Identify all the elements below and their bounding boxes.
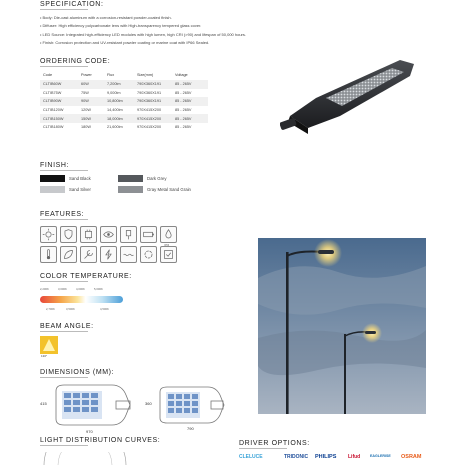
ct-tick: 4,000K	[76, 287, 85, 291]
cell: 14,400lm	[107, 108, 123, 113]
spec-line: • Diffuser: High efficiency polycarbonate lens with High-transparency tempered glass cover.	[40, 22, 340, 30]
cell: CLTIB150W	[40, 114, 78, 123]
wave-icon	[120, 246, 137, 263]
ct-tick: 4,500K	[100, 307, 109, 311]
driver-logo-tridonic: TRIDONIC	[284, 454, 309, 460]
lamp-icon	[120, 226, 137, 243]
leaf-icon	[60, 246, 77, 263]
driver-logo-eaglerise: EAGLERISE	[370, 454, 391, 458]
shield-icon	[60, 226, 77, 243]
cell: 790X360X191	[134, 80, 172, 89]
recycle-icon	[140, 246, 157, 263]
cell: 970X415X200	[137, 125, 162, 130]
cell: 75W	[81, 90, 89, 95]
cell: CLTIB60W	[40, 80, 78, 89]
cell: 85 - 265V	[172, 114, 208, 123]
cell: 970X415X200	[137, 108, 162, 113]
col-size: Size(mm)	[137, 73, 154, 77]
cell: 85 - 265V	[175, 125, 192, 130]
cell: CLTIB75W	[43, 90, 62, 95]
dimension-width-large: 970	[86, 429, 93, 434]
finish-label: Gray Metal Sand Grain	[147, 187, 191, 192]
cell: 9,000lm	[107, 90, 121, 95]
spec-line: • Body: Die-cast aluminum with a corrosion-resistant powder-coated finish.	[40, 14, 340, 22]
driver-logo-philips: PHILIPS	[315, 454, 337, 460]
table-row	[40, 80, 208, 89]
sun-icon	[40, 226, 57, 243]
street-light-product-image	[280, 54, 420, 140]
cell: 18,000lm	[104, 114, 134, 123]
table-row	[40, 114, 208, 123]
light-distribution-chart	[40, 452, 130, 465]
cell: 790X360X191	[137, 90, 162, 95]
cell: 180W	[81, 125, 91, 130]
cell: 120W	[81, 108, 91, 113]
table-row	[40, 123, 208, 132]
cell: 10,800lm	[104, 97, 134, 106]
driver-logo-lifud: Lifud	[348, 454, 361, 460]
light-distribution-heading: LIGHT DISTRIBUTION CURVES:	[40, 437, 161, 444]
spec-list	[40, 14, 340, 48]
dimension-height-small: 360	[145, 401, 152, 406]
eye-icon	[100, 226, 117, 243]
finish-swatch-sand-silver	[40, 186, 65, 193]
dimension-drawing-large	[50, 383, 132, 427]
ct-tick: 2,700K	[46, 307, 55, 311]
cell: CLTIB120W	[43, 108, 64, 113]
driver-logo-osram: OSRAM	[401, 454, 422, 460]
spec-line: • LED Source: Integrated high-efficiency LED modules with high lumen, high CRI (>90) and lifespan of 50,000 hours.	[40, 31, 340, 39]
driver-options-heading: DRIVER OPTIONS:	[239, 440, 310, 447]
dimension-height-large: 415	[40, 401, 47, 406]
finish-swatch-dark-grey	[118, 175, 143, 182]
finish-label: Sand Black	[69, 176, 91, 181]
cell: 150W	[78, 114, 104, 123]
table-row	[40, 89, 208, 98]
temperature-icon	[40, 246, 57, 263]
ordering-heading: ORDERING CODE:	[40, 58, 111, 65]
color-temperature-heading: COLOR TEMPERATURE:	[40, 273, 132, 280]
ordering-table	[40, 70, 208, 132]
ct-tick: 5,000K	[94, 287, 103, 291]
certificate-icon	[160, 246, 177, 263]
dimension-width-small: 790	[187, 426, 194, 431]
col-flux: Flux	[107, 73, 115, 77]
finish-label: Sand Silver	[69, 187, 91, 192]
col-code: Code	[43, 73, 53, 77]
dimensions-heading: DIMENSIONS (MM):	[40, 369, 115, 376]
street-light-photo	[258, 238, 426, 414]
cell: 790X360X191	[134, 97, 172, 106]
table-row	[40, 106, 208, 115]
bolt-icon	[100, 246, 117, 263]
beam-angle-icon	[40, 336, 58, 354]
cell: 60W	[78, 80, 104, 89]
color-temperature-bar	[40, 296, 123, 303]
features-heading: FEATURES:	[40, 211, 88, 220]
chip-icon	[80, 226, 97, 243]
finish-swatch-sand-black	[40, 175, 65, 182]
cell: 7,200lm	[104, 80, 134, 89]
cell: 970X415X200	[134, 114, 172, 123]
specification-heading: SPECIFICATION:	[40, 1, 104, 8]
table-header-row	[40, 70, 208, 80]
cell: 21,600lm	[107, 125, 123, 130]
beam-angle-label: 130°	[41, 354, 48, 358]
cell: 85 - 265V	[172, 80, 208, 89]
table-row	[40, 97, 208, 106]
beam-angle-heading: BEAM ANGLE:	[40, 323, 94, 330]
cell: 85 - 265V	[175, 90, 192, 95]
dimension-drawing-small	[156, 385, 226, 425]
cell: 85 - 265V	[172, 97, 208, 106]
ct-tick: 2,200K	[40, 287, 49, 291]
driver-logo-cleluce: CLELUCE	[239, 454, 263, 460]
wrench-icon	[80, 246, 97, 263]
col-voltage: Voltage	[175, 73, 188, 77]
ip66-icon	[160, 226, 177, 243]
spec-line: • Finish: Corrosion protection and UV-resistant powder coating or marine coat with IP66 Sealed.	[40, 39, 340, 47]
finish-heading: FINISH:	[40, 162, 88, 171]
ct-tick: 3,000K	[58, 287, 67, 291]
cell: 85 - 265V	[175, 108, 192, 113]
col-power: Power	[81, 73, 92, 77]
cell: CLTIB90W	[40, 97, 78, 106]
finish-swatch-gray-metal	[118, 186, 143, 193]
cell: 90W	[78, 97, 104, 106]
cell: CLTIB180W	[43, 125, 64, 130]
battery-icon	[140, 226, 157, 243]
finish-label: Dark Grey	[147, 176, 167, 181]
ct-tick: 3,500K	[66, 307, 75, 311]
